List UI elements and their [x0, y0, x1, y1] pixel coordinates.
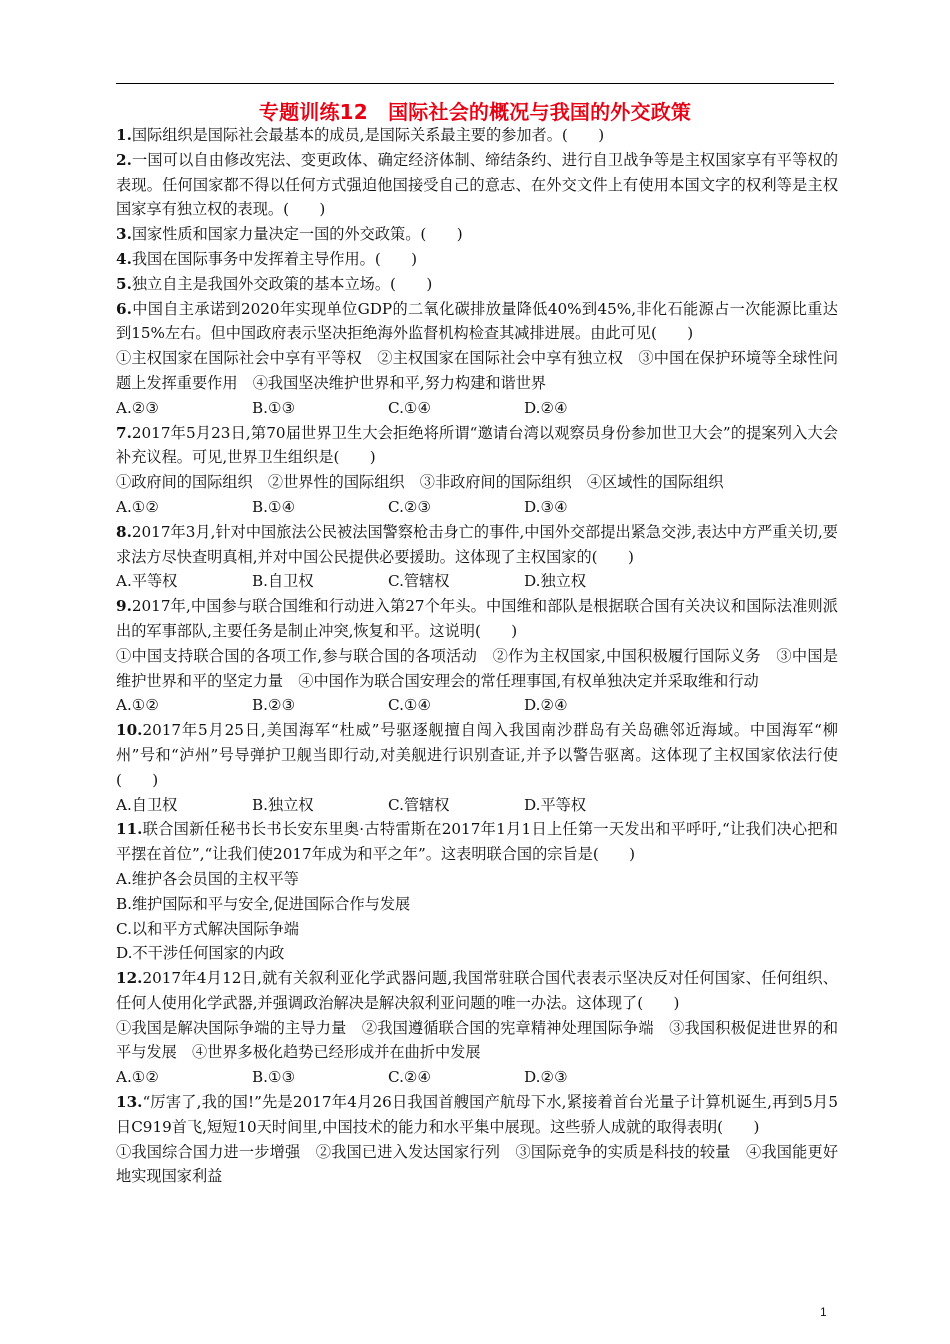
answer-options [116, 495, 838, 520]
question-number: 1. [116, 126, 132, 144]
question-body: “厉害了,我的国!”先是2017年4月26日我国首艘国产航母下水,紧接着首台光量子计算机诞生,再到5月5日C919首飞,短短10天时间里,中国技术的能力和水平集中展现。这些骄人成就的取得表明( ) [116, 1093, 838, 1136]
answer-option: B.独立权 [252, 795, 314, 814]
question-body: ①我国综合国力进一步增强 ②我国已进入发达国家行列 ③国际竞争的实质是科技的较量 ④我国能更好地实现国家利益 [116, 1142, 838, 1186]
question-list [116, 123, 838, 1189]
question-body: D.不干涉任何国家的内政 [116, 944, 285, 963]
question-number: 2. [116, 150, 132, 169]
answer-options [116, 396, 838, 421]
answer-option: C.管辖权 [388, 572, 450, 591]
question-body: 我国在国际事务中发挥着主导作用。( ) [131, 249, 418, 268]
question-number: 11. [116, 820, 143, 839]
question-body: C.以和平方式解决国际争端 [116, 919, 299, 938]
question-body: 国家性质和国家力量决定一国的外交政策。( ) [131, 225, 463, 244]
question-item [116, 520, 838, 570]
answer-option: D.独立权 [524, 572, 587, 591]
question-body: 2017年5月23日,第70届世界卫生大会拒绝将所谓“邀请台湾以观察员身份参加世卫大会”的提案列入大会补充议程。可见,世界卫生组织是( ) [116, 423, 838, 467]
question-number: 7. [116, 423, 132, 442]
answer-option: D.②④ [524, 696, 568, 715]
question-item [116, 148, 838, 222]
question-body: 国际组织是国际社会最基本的成员,是国际关系最主要的参加者。( ) [131, 126, 605, 144]
page-number: 1 [820, 1305, 827, 1319]
question-number: 10. [116, 721, 143, 740]
answer-options [116, 793, 838, 818]
question-body: 2017年,中国参与联合国维和行动进入第27个年头。中国维和部队是根据联合国有关决议和国际法准则派出的军事部队,主要任务是制止冲突,恢复和平。这说明( ) [116, 597, 838, 640]
question-body: 联合国新任秘书长书长安东里奥·古特雷斯在2017年1月1日上任第一天发出和平呼吁,“让我们决心把和平摆在首位”,“让我们使2017年成为和平之年”。这表明联合国的宗旨是( ) [116, 820, 838, 864]
question-text [116, 644, 838, 694]
question-item [116, 247, 838, 272]
question-number: 4. [116, 249, 132, 268]
answer-option: B.①③ [252, 398, 296, 417]
question-body: ①中国支持联合国的各项工作,参与联合国的各项活动 ②作为主权国家,中国积极履行国际义务 ③中国是维护世界和平的坚定力量 ④中国作为联合国安理会的常任理事国,有权单独决定并采取维和行动 [116, 646, 838, 690]
question-item [116, 718, 838, 792]
answer-option: C.②④ [388, 1068, 432, 1087]
answer-option: C.①④ [388, 696, 432, 715]
answer-option: A.①② [116, 497, 160, 516]
answer-option: C.②③ [388, 497, 432, 516]
question-item [116, 594, 838, 644]
page-title: 专题训练12 国际社会的概况与我国的外交政策 [258, 100, 692, 124]
question-item [116, 421, 838, 471]
answer-option: A.①② [116, 696, 160, 715]
answer-option: B.自卫权 [252, 572, 314, 591]
question-text [116, 1140, 838, 1190]
question-body: 独立自主是我国外交政策的基本立场。( ) [131, 274, 433, 293]
question-number: 9. [116, 597, 132, 616]
question-text [116, 346, 838, 396]
answer-option: D.②③ [524, 1068, 568, 1087]
answer-option: A.自卫权 [116, 795, 178, 814]
question-item [116, 297, 838, 347]
answer-option: D.平等权 [524, 795, 587, 814]
question-number: 12. [116, 969, 143, 988]
answer-option: B.①④ [252, 497, 296, 516]
question-number: 5. [116, 274, 132, 293]
answer-options [116, 693, 838, 718]
question-number: 13. [116, 1093, 143, 1112]
question-body: 2017年3月,针对中国旅法公民被法国警察枪击身亡的事件,中国外交部提出紧急交涉,表达中方严重关切,要求法方尽快查明真相,并对中国公民提供必要援助。这体现了主权国家的( ) [116, 522, 838, 566]
question-text [116, 1016, 838, 1066]
question-text [116, 941, 838, 966]
question-body: A.维护各会员国的主权平等 [116, 869, 299, 888]
question-body: B.维护国际和平与安全,促进国际合作与发展 [116, 894, 411, 913]
answer-options [116, 569, 838, 594]
question-item [116, 222, 838, 247]
question-body: ①主权国家在国际社会中享有平等权 ②主权国家在国际社会中享有独立权 ③中国在保护环境等全球性问题上发挥重要作用 ④我国坚决维护世界和平,努力构建和谐世界 [116, 349, 838, 392]
question-text [116, 470, 838, 495]
question-body: 2017年5月25日,美国海军“杜威”号驱逐舰擅自闯入我国南沙群岛有关岛礁邻近海域。中国海军“柳州”号和“泸州”号导弹护卫舰当即行动,对美舰进行识别查证,并予以警告驱离。这体现了主权国家依法行使( ) [116, 721, 838, 789]
question-body: ①我国是解决国际争端的主导力量 ②我国遵循联合国的宪章精神处理国际争端 ③我国积极促进世界的和平与发展 ④世界多极化趋势已经形成并在曲折中发展 [116, 1018, 838, 1062]
question-number: 8. [116, 522, 132, 541]
answer-option: B.②③ [252, 696, 296, 715]
question-item [116, 272, 838, 297]
question-item [116, 966, 838, 1016]
answer-option: C.①④ [388, 398, 432, 417]
question-body: 中国自主承诺到2020年实现单位GDP的二氧化碳排放量降低40%到45%,非化石能源占一次能源比重达到15%左右。但中国政府表示坚决拒绝海外监督机构检查其减排进展。由此可见( ) [116, 299, 838, 343]
answer-options [116, 1065, 838, 1090]
question-text [116, 917, 838, 942]
header-rule [116, 83, 834, 84]
question-text [116, 867, 838, 892]
answer-option: D.②④ [524, 398, 568, 417]
question-number: 3. [116, 225, 132, 244]
answer-option: A.②③ [116, 398, 160, 417]
question-body: ①政府间的国际组织 ②世界性的国际组织 ③非政府间的国际组织 ④区域性的国际组织 [116, 473, 724, 492]
question-body: 一国可以自由修改宪法、变更政体、确定经济体制、缔结条约、进行自卫战争等是主权国家享有平等权的表现。任何国家都不得以任何方式强迫他国接受自己的意志、在外交文件上有使用本国文字的权利等是主权国家享有独立权的表现。( ) [116, 150, 838, 219]
question-item [116, 123, 838, 148]
answer-option: A.平等权 [116, 572, 178, 591]
question-item [116, 817, 838, 867]
question-number: 6. [116, 299, 132, 318]
question-body: 2017年4月12日,就有关叙利亚化学武器问题,我国常驻联合国代表表示坚决反对任何国家、任何组织、任何人使用化学武器,并强调政治解决是解决叙利亚问题的唯一办法。这体现了( ) [116, 969, 838, 1012]
question-item [116, 1090, 838, 1140]
answer-option: B.①③ [252, 1068, 296, 1087]
answer-option: D.③④ [524, 497, 568, 516]
question-text [116, 892, 838, 917]
answer-option: C.管辖权 [388, 795, 450, 814]
answer-option: A.①② [116, 1068, 160, 1087]
